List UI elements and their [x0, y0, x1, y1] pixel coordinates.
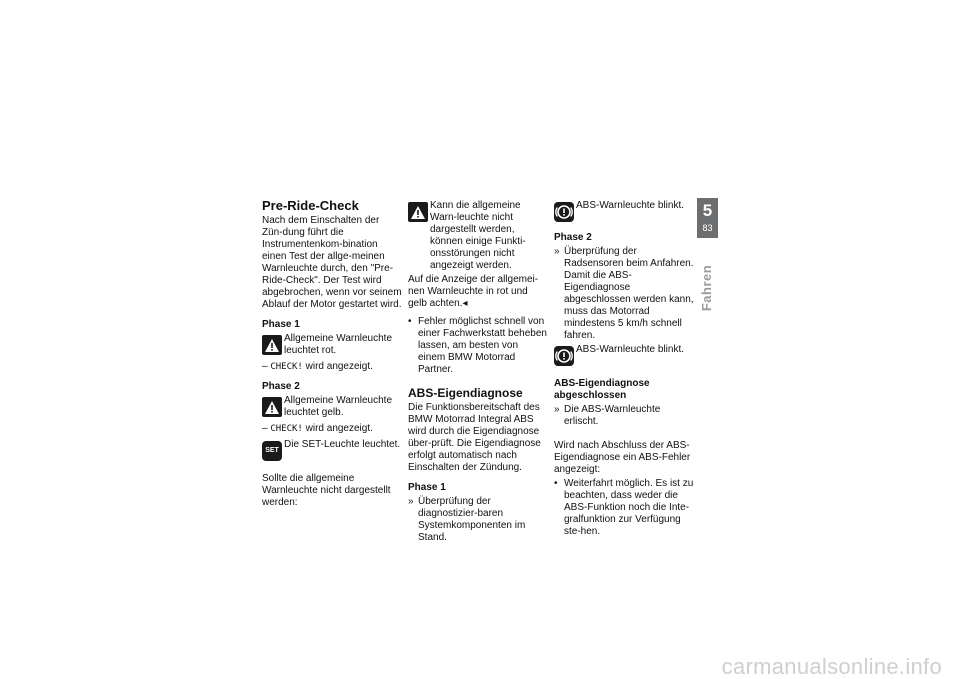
- phase-1-heading: Phase 1: [262, 319, 300, 330]
- step-text: Überprüfung der diagnostizier-baren Systemkomponenten im Stand.: [418, 496, 526, 543]
- abs-warning-icon: [554, 202, 574, 222]
- list-item: [554, 478, 694, 538]
- dash-mark: –: [262, 361, 268, 372]
- check-display: CHECK!: [270, 362, 303, 372]
- step-mark: »: [554, 246, 560, 257]
- step-text: Überprüfung der Radsensoren beim Anfahren. Damit die ABS-Eigendiagnose abgeschlossen werden kann, muss das Motorrad mindestens 5 km/h schnell fahren.: [564, 246, 694, 341]
- check-suffix: wird angezeigt.: [302, 361, 373, 372]
- abs-paragraph: Die Funktionsbereitschaft des BMW Motorrad Integral ABS wird durch die Eigendiagnose über-prüft. Die Eigendiagnose erfolgt automatisch nach Einschalten der Zündung.: [408, 402, 541, 473]
- column-1: [262, 198, 402, 509]
- column-2: [408, 198, 548, 546]
- warning-note-text: Kann die allgemeine Warn-leuchte nicht dargestellt werden, können einige Funkti-onsstörungen nicht angezeigt werden.: [430, 200, 526, 271]
- chapter-tab: [697, 198, 718, 238]
- abs-blink-text: ABS-Warnleuchte blinkt.: [576, 344, 685, 355]
- chapter-label: [690, 248, 724, 328]
- abs-heading: ABS-Eigendiagnose: [408, 386, 523, 400]
- bullet-text: Fehler möglichst schnell von einer Fachwerkstatt beheben lassen, am besten von einem BMW Motorrad Partner.: [418, 316, 547, 375]
- abs-done-heading: ABS-Eigendiagnose abgeschlossen: [554, 378, 650, 401]
- set-indicator: [262, 439, 402, 461]
- step-mark: »: [408, 496, 414, 507]
- abs-blink-indicator-1: [554, 200, 694, 222]
- chapter-number: 5: [702, 201, 713, 220]
- phase-2-heading: Phase 2: [262, 381, 300, 392]
- phase-2-indicator: [262, 395, 402, 419]
- list-item: [408, 496, 548, 544]
- phase-2-check-line: [262, 423, 402, 435]
- chapter-name: Fahren: [699, 264, 714, 312]
- outro-paragraph: Sollte die allgemeine Warnleuchte nicht dargestellt werden:: [262, 473, 391, 508]
- warning-triangle-icon: [262, 335, 282, 355]
- abs-warning-icon: [554, 346, 574, 366]
- phase-1-check-line: [262, 361, 402, 373]
- step-text: Die ABS-Warnleuchte erlischt.: [564, 404, 661, 427]
- abs-blink-text: ABS-Warnleuchte blinkt.: [576, 200, 685, 211]
- column-3: [554, 198, 694, 540]
- step-mark: »: [554, 404, 560, 415]
- bullet-mark: •: [408, 316, 412, 327]
- abs-phase-1-heading: Phase 1: [408, 482, 446, 493]
- list-item: [554, 246, 694, 342]
- phase-2-indicator-text: Allgemeine Warnleuchte leuchtet gelb.: [284, 395, 393, 418]
- warning-triangle-icon: [262, 397, 282, 417]
- set-indicator-text: Die SET-Leuchte leuchtet.: [284, 439, 401, 450]
- watermark: carmanualsonline.info: [721, 654, 942, 679]
- abs-phase-2-heading: Phase 2: [554, 232, 592, 243]
- warning-note-text-2: Auf die Anzeige der allgemei-nen Warnleuchte in rot und gelb achten.◂: [408, 274, 539, 309]
- section-title: Pre-Ride-Check: [262, 198, 359, 213]
- page-number: 83: [702, 223, 713, 233]
- fault-intro: Wird nach Abschluss der ABS-Eigendiagnose ein ABS-Fehler angezeigt:: [554, 440, 691, 475]
- list-item: [408, 316, 548, 376]
- check-suffix: wird angezeigt.: [302, 423, 373, 434]
- check-display: CHECK!: [270, 424, 303, 434]
- abs-blink-indicator-2: [554, 344, 694, 366]
- phase-1-indicator-text: Allgemeine Warnleuchte leuchtet rot.: [284, 333, 393, 356]
- phase-1-indicator: [262, 333, 402, 357]
- dash-mark: –: [262, 423, 268, 434]
- list-item: [554, 404, 694, 428]
- bullet-text: Weiterfahrt möglich. Es ist zu beachten, dass weder die ABS-Funktion noch die Inte-gralfunktion zur Verfügung ste-hen.: [564, 478, 694, 537]
- intro-paragraph: Nach dem Einschalten der Zün-dung führt die Instrumentenkom-bination einen Test der allge-meinen Warnleuchte durch, den "Pre-Ride-Check". Der Test wird abgebrochen, wenn vor seinem Ablauf der Motor gestartet wird.: [262, 215, 402, 310]
- set-icon: SET: [262, 441, 282, 461]
- bullet-mark: •: [554, 478, 558, 489]
- warning-note: [408, 200, 548, 272]
- warning-triangle-icon: [408, 202, 428, 222]
